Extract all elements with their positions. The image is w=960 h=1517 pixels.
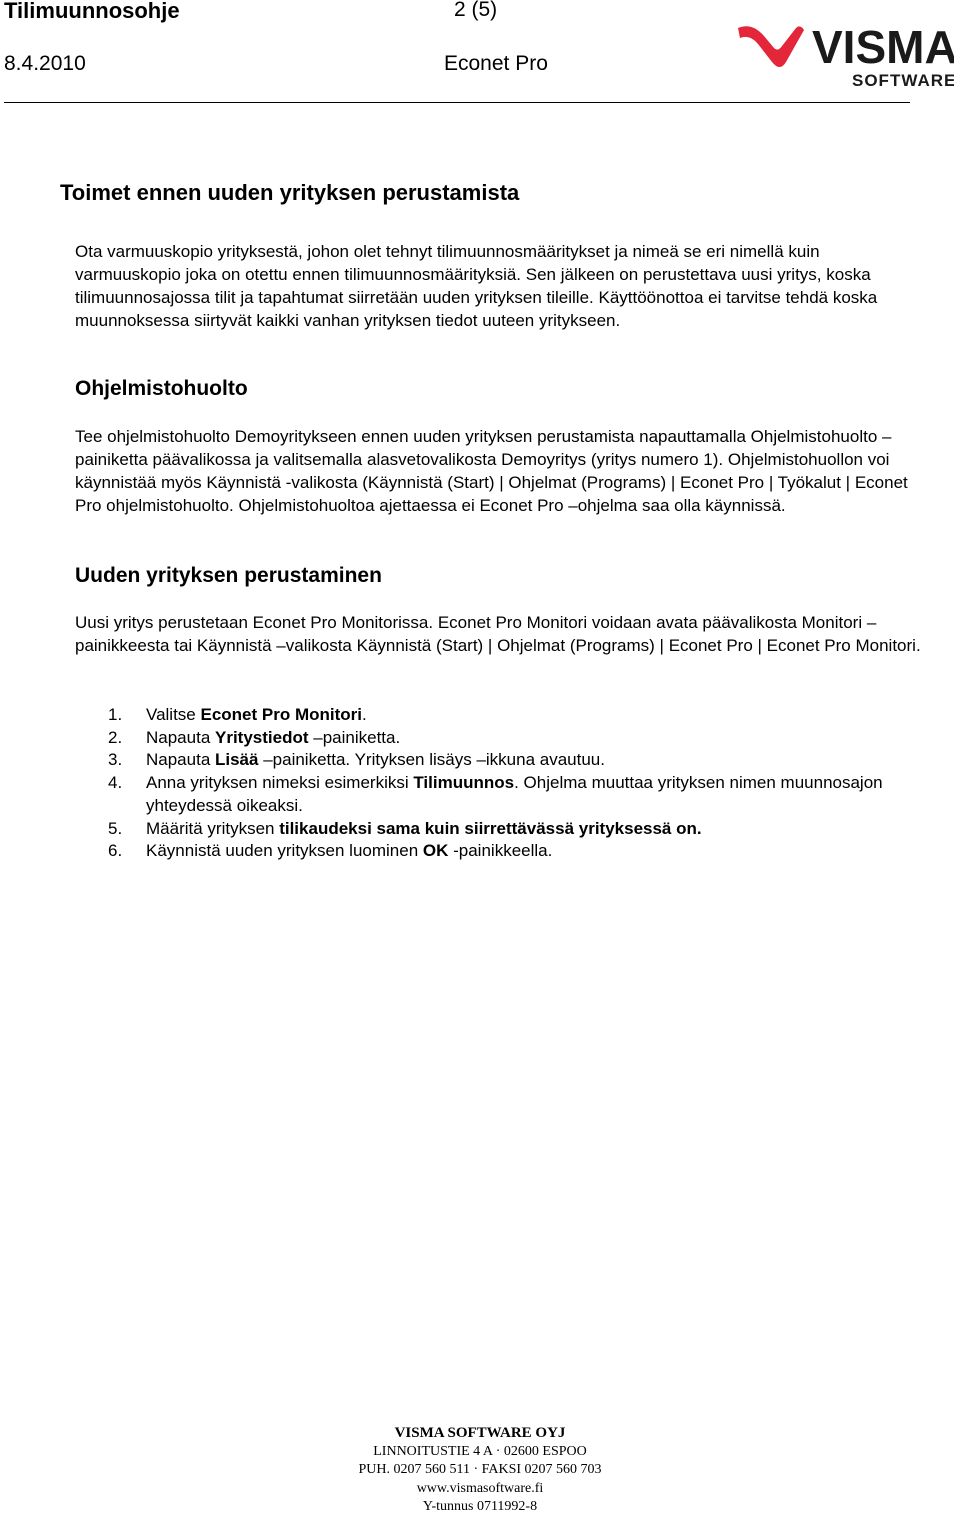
section-heading-preparations: Toimet ennen uuden yrityksen perustamista	[60, 180, 520, 205]
logo-subtitle: SOFTWARE	[852, 71, 954, 90]
visma-swoosh-icon	[738, 26, 804, 67]
footer-business-id: Y-tunnus 0711992-8	[422, 1499, 538, 1515]
list-item: 1. Valitse Econet Pro Monitori.	[108, 705, 367, 724]
section-body-preparations: Ota varmuuskopio yrityksestä, johon olet tehnyt tilimuunnosmääritykset ja nimeä se eri nimellä kuin varmuuskopio joka on otettu ennen tilimuunnosmäärityksiä. Sen jälkeen on perustettava uusi yritys, koska tilimuunnosajossa tilit ja tapahtumat siirretään uuden yrityksen tileille. Käyttöönottoa ei tarvitse tehdä koska muunnoksessa siirtyvät kaikki vanhan yrityksen tiedot uuteen yritykseen.	[75, 242, 878, 330]
steps-list	[75, 704, 925, 863]
document-date: 8.4.2010	[4, 52, 86, 75]
list-item: 6. Käynnistä uuden yrityksen luominen OK -painikkeella.	[108, 841, 553, 861]
section-heading-maintenance: Ohjelmistohuolto	[75, 377, 248, 400]
page-number: 2 (5)	[454, 0, 498, 21]
product-name: Econet Pro	[444, 52, 548, 75]
list-item: 5. Määritä yrityksen tilikaudeksi sama kuin siirrettävässä yrityksessä on.	[108, 818, 702, 838]
list-item: 3. Napauta Lisää –painiketta. Yrityksen lisäys –ikkuna avautuu.	[108, 750, 605, 770]
footer-website: www.vismasoftware.fi	[416, 1480, 544, 1496]
section-heading-new-company: Uuden yrityksen perustaminen	[75, 564, 382, 587]
logo-wordmark: VISMA	[812, 21, 954, 73]
section-body-new-company: Uusi yritys perustetaan Econet Pro Monitorissa. Econet Pro Monitori voidaan avata päävalikosta Monitori –painikkeesta tai Käynnistä –valikosta Käynnistä (Start) | Ohjelmat (Programs) | Econet Pro | Econet Pro Monitori.	[75, 613, 921, 655]
header-divider	[4, 102, 910, 103]
footer-phone: PUH. 0207 560 511 · FAKSI 0207 560 703	[358, 1462, 602, 1478]
visma-software-logo	[734, 18, 954, 90]
page-footer	[0, 1424, 960, 1517]
list-item: 2. Napauta Yritystiedot –painiketta.	[108, 727, 401, 747]
footer-address: LINNOITUSTIE 4 A · 02600 ESPOO	[373, 1443, 587, 1459]
section-body-maintenance: Tee ohjelmistohuolto Demoyritykseen ennen uuden yrityksen perustamista napauttamalla Ohjelmistohuolto –painiketta päävalikossa ja valitsemalla alasvetovalikosta Demoyritys (yritys numero 1). Ohjelmistohuollon voi käynnistää myös Käynnistä -valikosta (Käynnistä (Start) | Ohjelmat (Programs) | Econet Pro | Työkalut | Econet Pro ohjelmistohuolto. Ohjelmistohuoltoa ajettaessa ei Econet Pro –ohjelma saa olla käynnissä.	[75, 427, 908, 515]
list-item: 4. Anna yrityksen nimeksi esimerkiksi Tilimuunnos. Ohjelma muuttaa yrityksen nimen muunnosajon yhteydessä oikeaksi.	[108, 773, 883, 815]
document-title: Tilimuunnosohje	[4, 0, 180, 23]
visma-logo-icon	[734, 18, 954, 90]
footer-company: VISMA SOFTWARE OYJ	[394, 1425, 566, 1441]
